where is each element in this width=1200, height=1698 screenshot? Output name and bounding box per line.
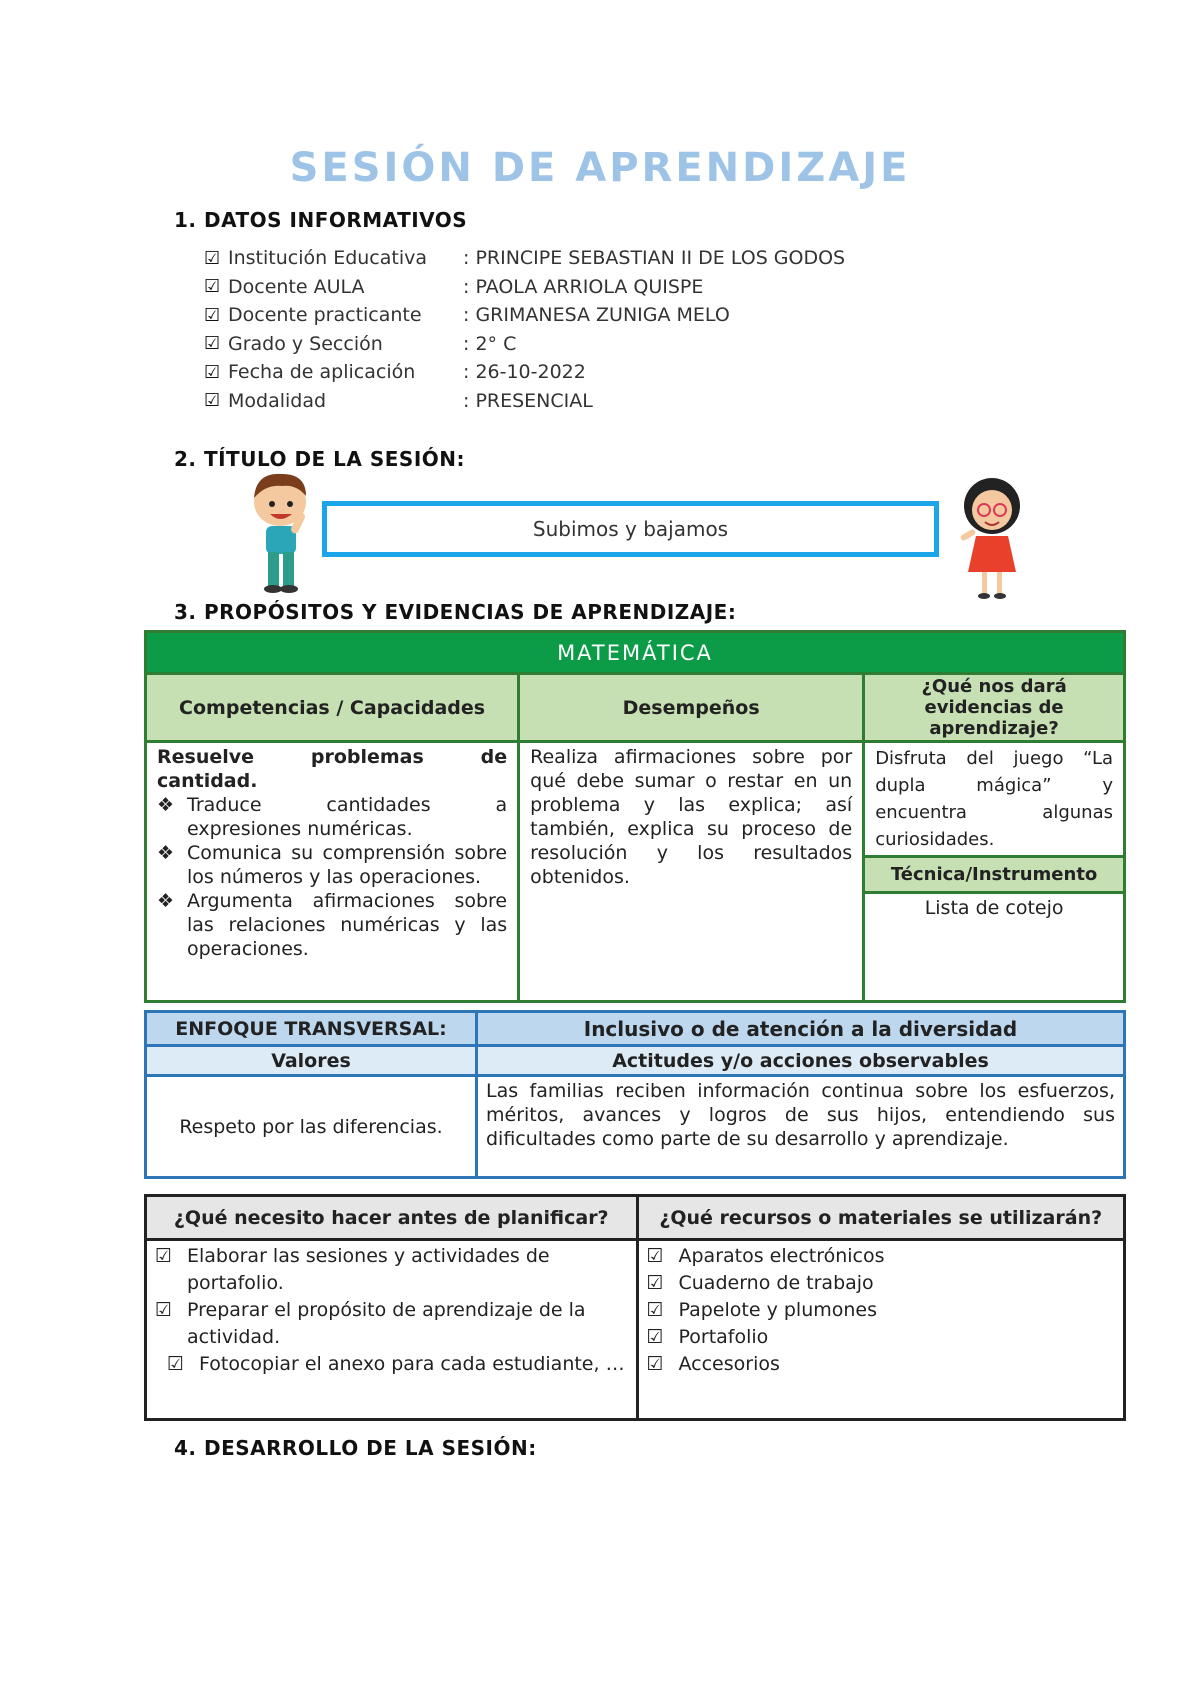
antes-item <box>155 1351 628 1378</box>
datos-value: : PRESENCIAL <box>463 389 593 412</box>
checkbox-icon: ☑ <box>204 304 221 326</box>
datos-value: : PAOLA ARRIOLA QUISPE <box>463 275 704 298</box>
enfoque-label: ENFOQUE TRANSVERSAL: <box>146 1012 477 1046</box>
checkbox-icon: ☑ <box>646 1245 664 1267</box>
antes-text: Fotocopiar el anexo para cada estudiante, … <box>199 1353 625 1375</box>
datos-label: Grado y Sección <box>228 332 383 355</box>
capacidad-text: Comunica su comprensión sobre los números y las operaciones. <box>187 842 508 888</box>
diamond-bullet-icon: ❖ <box>157 890 175 912</box>
datos-value: : GRIMANESA ZUNIGA MELO <box>463 304 730 327</box>
section-datos-heading: 1. DATOS INFORMATIVOS <box>174 208 468 232</box>
antes-item <box>155 1243 628 1297</box>
recurso-text: Accesorios <box>678 1353 780 1375</box>
datos-row <box>204 330 845 359</box>
competencias-cell <box>146 742 519 1002</box>
checkbox-icon: ☑ <box>204 333 221 355</box>
datos-row <box>204 358 845 387</box>
recurso-text: Portafolio <box>678 1326 769 1348</box>
desempeno-cell: Realiza afirmaciones sobre por qué debe sumar o restar en un problema y las explica; así también, explica su proceso de resolución y los resultados obtenidos. <box>519 742 864 1002</box>
section-titulo-heading: 2. TÍTULO DE LA SESIÓN: <box>174 447 466 471</box>
section-desarrollo-heading: 4. DESARROLLO DE LA SESIÓN: <box>174 1436 537 1460</box>
checkbox-icon: ☑ <box>646 1299 664 1321</box>
datos-row <box>204 244 845 273</box>
evidencias-header: ¿Qué nos dará evidencias de aprendizaje? <box>864 674 1125 742</box>
datos-label: Institución Educativa <box>228 247 428 270</box>
datos-value: : 26-10-2022 <box>463 361 586 384</box>
recurso-item <box>647 1243 1116 1270</box>
session-title-box: Subimos y bajamos <box>322 501 939 557</box>
competencia-text: Resuelve problemas de cantidad. <box>157 746 508 792</box>
matematica-table <box>144 630 1126 1003</box>
datos-list <box>204 244 845 415</box>
datos-row <box>204 301 845 330</box>
datos-label: Docente practicante <box>228 304 422 327</box>
capacidad-item <box>157 889 507 961</box>
section-propositos-heading: 3. PROPÓSITOS Y EVIDENCIAS DE APRENDIZAJE: <box>174 600 737 624</box>
recursos-cell <box>637 1240 1125 1420</box>
recursos-header: ¿Qué recursos o materiales se utilizarán? <box>637 1196 1125 1240</box>
recurso-item <box>647 1351 1116 1378</box>
diamond-bullet-icon: ❖ <box>157 842 175 864</box>
antes-header: ¿Qué necesito hacer antes de planificar? <box>146 1196 638 1240</box>
valor-cell: Respeto por las diferencias. <box>146 1076 477 1178</box>
recurso-item <box>647 1297 1116 1324</box>
checkbox-icon: ☑ <box>167 1353 185 1375</box>
competencias-header: Competencias / Capacidades <box>146 674 519 742</box>
antes-text: Preparar el propósito de aprendizaje de la actividad. <box>187 1299 586 1348</box>
capacidad-item <box>157 793 507 841</box>
antes-cell <box>146 1240 638 1420</box>
recurso-text: Aparatos electrónicos <box>678 1245 885 1267</box>
capacidad-text: Argumenta afirmaciones sobre las relaciones numéricas y las operaciones. <box>187 890 508 960</box>
checkbox-icon: ☑ <box>155 1299 173 1321</box>
checkbox-icon: ☑ <box>646 1353 664 1375</box>
datos-value: : 2° C <box>463 332 517 355</box>
tecnica-header: Técnica/Instrumento <box>864 857 1125 893</box>
checkbox-icon: ☑ <box>646 1326 664 1348</box>
datos-row <box>204 387 845 416</box>
recurso-item <box>647 1324 1116 1351</box>
matematica-header: MATEMÁTICA <box>146 632 1125 674</box>
checkbox-icon: ☑ <box>204 247 221 269</box>
actitud-cell: Las familias reciben información continua sobre los esfuerzos, méritos, avances y logros de sus hijos, entendiendo sus dificultades como parte de su desarrollo y aprendizaje. <box>477 1076 1125 1178</box>
page-title: SESIÓN DE APRENDIZAJE <box>289 145 911 191</box>
datos-label: Fecha de aplicación <box>228 361 416 384</box>
actitudes-header: Actitudes y/o acciones observables <box>477 1046 1125 1076</box>
enfoque-name: Inclusivo o de atención a la diversidad <box>477 1012 1125 1046</box>
datos-row <box>204 273 845 302</box>
checkbox-icon: ☑ <box>204 361 221 383</box>
diamond-bullet-icon: ❖ <box>157 794 175 816</box>
planificar-table <box>144 1194 1126 1421</box>
datos-label: Modalidad <box>228 389 327 412</box>
checkbox-icon: ☑ <box>204 390 221 412</box>
tecnica-value: Lista de cotejo <box>864 893 1125 1002</box>
recurso-item <box>647 1270 1116 1297</box>
valores-header: Valores <box>146 1046 477 1076</box>
datos-label: Docente AULA <box>228 275 365 298</box>
girl-illustration <box>952 472 1032 602</box>
checkbox-icon: ☑ <box>204 276 221 298</box>
antes-item <box>155 1297 628 1351</box>
checkbox-icon: ☑ <box>646 1272 664 1294</box>
desempenos-header: Desempeños <box>519 674 864 742</box>
checkbox-icon: ☑ <box>155 1245 173 1267</box>
capacidad-text: Traduce cantidades a expresiones numéricas. <box>187 794 508 840</box>
evidencia-cell: Disfruta del juego “La dupla mágica” y encuentra algunas curiosidades. <box>864 742 1125 857</box>
antes-text: Elaborar las sesiones y actividades de portafolio. <box>187 1245 550 1294</box>
enfoque-table <box>144 1010 1126 1179</box>
recurso-text: Papelote y plumones <box>678 1299 878 1321</box>
datos-value: : PRINCIPE SEBASTIAN II DE LOS GODOS <box>463 247 846 270</box>
capacidad-item <box>157 841 507 889</box>
boy-illustration <box>246 468 330 598</box>
recurso-text: Cuaderno de trabajo <box>678 1272 874 1294</box>
